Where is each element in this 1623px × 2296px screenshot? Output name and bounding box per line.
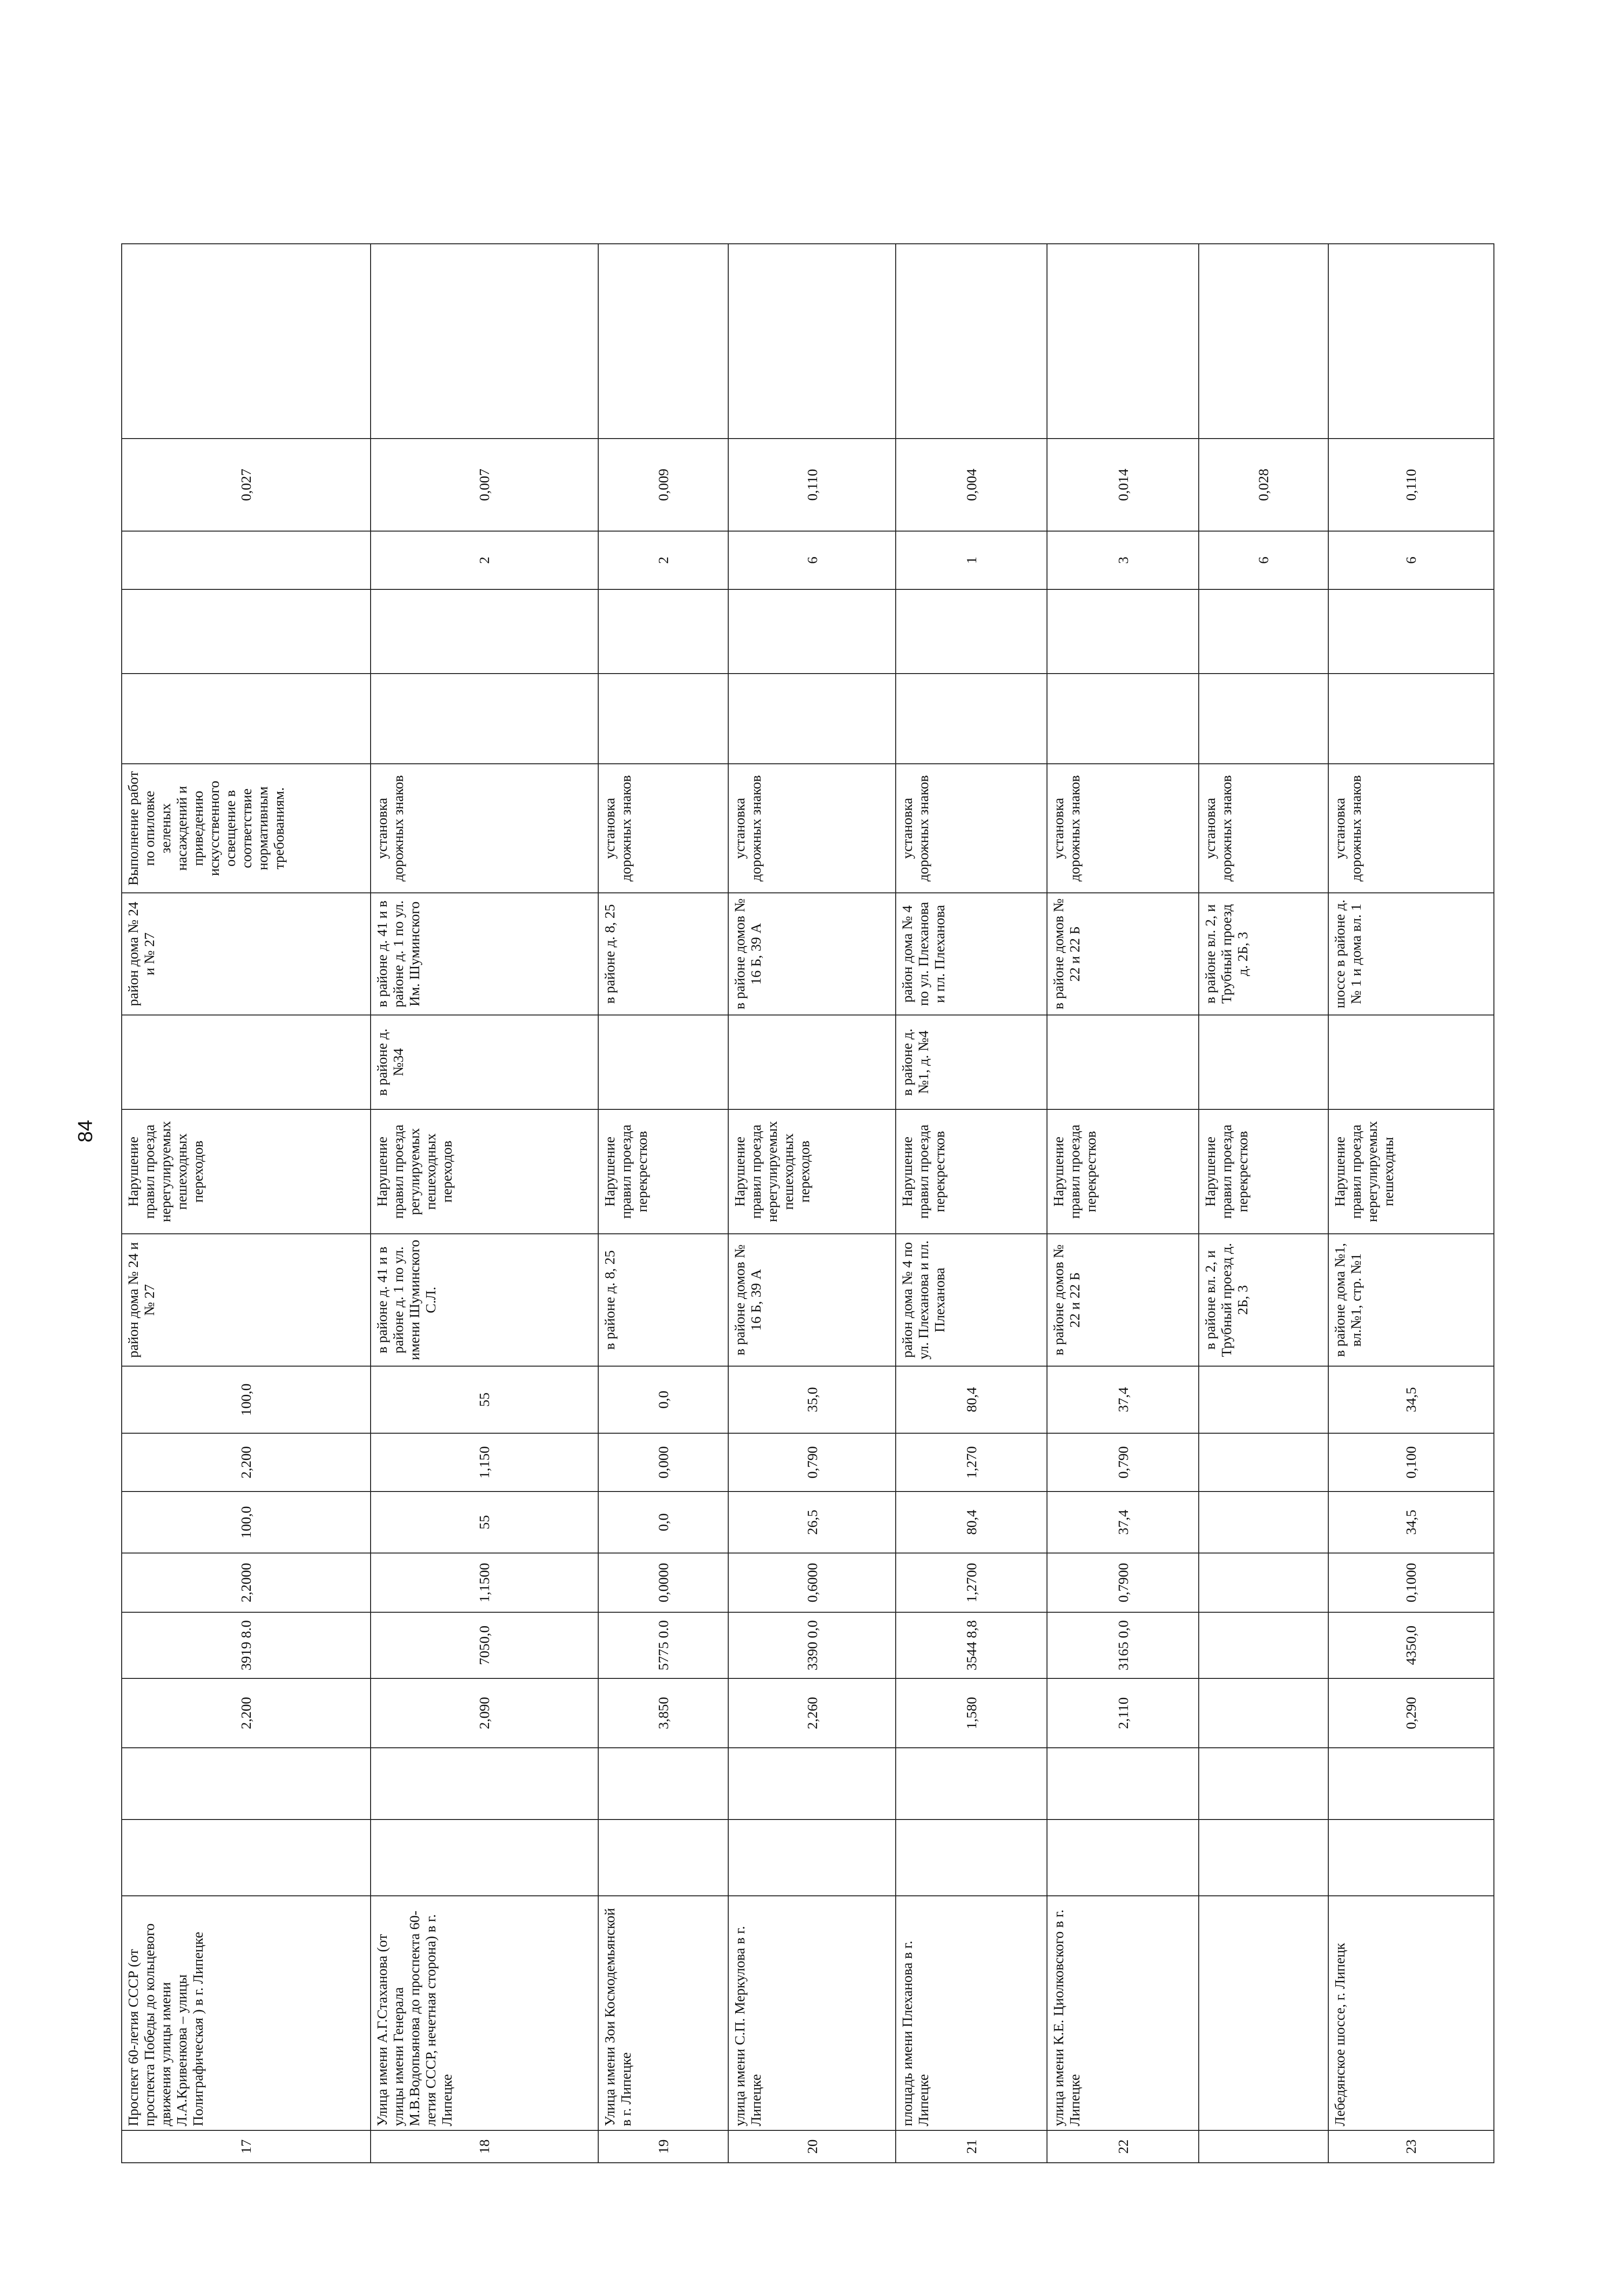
cell-q2 [122, 589, 371, 674]
cell-v5: 35,0 [728, 1366, 896, 1433]
cell-v5: 34,5 [1328, 1366, 1494, 1433]
cell-measure: установка дорожных знаков [728, 764, 896, 893]
cell-v3: 55 [371, 1491, 598, 1553]
cell-empty2 [1199, 1748, 1328, 1819]
table-row [728, 244, 896, 2163]
cell-q1 [728, 674, 896, 764]
cell-v3: 0,0 [598, 1491, 728, 1553]
table-row [122, 244, 371, 2163]
cell-name: улица имени К.Е. Циолковского в г. Липецке [1047, 1896, 1198, 2130]
cell-v1: 5775 0.0 [598, 1612, 728, 1678]
cell-v2: 2,2000 [122, 1553, 371, 1612]
cell-name: Улица имени А.Г.Стаханова (от улицы имени Генерала М.В.Водопьянова до проспекта 60-летия СССР, нечетная сторона) в г. Липецке [371, 1896, 598, 2130]
cell-q2 [1047, 589, 1198, 674]
cell-q1 [1047, 674, 1198, 764]
cell-loc2: в районе д. №1, д. №4 [896, 1015, 1047, 1109]
page-number: 84 [74, 1120, 97, 1143]
cell-name: Лебедянское шоссе, г. Липецк [1328, 1896, 1494, 2130]
cell-loc3: в районе вл. 2, и Трубный проезд д. 2Б, 3 [1199, 893, 1328, 1015]
cell-loc2 [1047, 1015, 1198, 1109]
cell-name: Проспект 60-летия СССР (от проспекта Победы до кольцевого движения улицы имени Л.А.Кривенкова – улицы Полиграфическая ) в г. Липецке [122, 1896, 371, 2130]
cell-q1 [598, 674, 728, 764]
cell-empty2 [371, 1748, 598, 1819]
cell-q1 [122, 674, 371, 764]
cell-violation: Нарушение правил проезда нерегулируемых пешеходных переходов [728, 1109, 896, 1234]
cell-v1: 3919 8.0 [122, 1612, 371, 1678]
cell-v1: 3390 0,0 [728, 1612, 896, 1678]
cell-loc1: в районе домов № 22 и 22 Б [1047, 1234, 1198, 1366]
cell-loc3: шоссе в районе д. № 1 и дома вл. 1 [1328, 893, 1494, 1015]
cell-violation: Нарушение правил проезда перекрестков [1199, 1109, 1328, 1234]
cell-loc2 [1328, 1015, 1494, 1109]
cell-loc2: в районе д. №34 [371, 1015, 598, 1109]
cell-q2 [896, 589, 1047, 674]
cell-violation: Нарушение правил проезда перекрестков [1047, 1109, 1198, 1234]
cell-no: 18 [371, 2130, 598, 2163]
cell-no: 19 [598, 2130, 728, 2163]
cell-empty1 [122, 1819, 371, 1896]
cell-empty1 [1328, 1819, 1494, 1896]
cell-v1: 3165 0,0 [1047, 1612, 1198, 1678]
cell-loc3: в районе домов № 22 и 22 Б [1047, 893, 1198, 1015]
cell-q2 [371, 589, 598, 674]
cell-index: 0,028 [1199, 439, 1328, 531]
cell-loc3: район дома № 24 и № 27 [122, 893, 371, 1015]
cell-measure: установка дорожных знаков [1199, 764, 1328, 893]
cell-q2 [728, 589, 896, 674]
cell-q2 [1199, 589, 1328, 674]
cell-v3: 26,5 [728, 1491, 896, 1553]
cell-q2 [598, 589, 728, 674]
cell-v4: 2,200 [122, 1433, 371, 1491]
cell-v3: 34,5 [1328, 1491, 1494, 1553]
cell-loc1: в районе домов № 16 Б, 39 А [728, 1234, 896, 1366]
cell-v2 [1199, 1553, 1328, 1612]
cell-length: 3,850 [598, 1678, 728, 1748]
cell-length: 0,290 [1328, 1678, 1494, 1748]
cell-length: 2,200 [122, 1678, 371, 1748]
cell-v2: 1,1500 [371, 1553, 598, 1612]
cell-q2 [1328, 589, 1494, 674]
cell-empty2 [1047, 1748, 1198, 1819]
cell-count: 2 [598, 531, 728, 589]
cell-loc1: район дома № 24 и № 27 [122, 1234, 371, 1366]
cell-last [1199, 244, 1328, 439]
cell-count: 6 [1199, 531, 1328, 589]
cell-q1 [1199, 674, 1328, 764]
cell-index: 0,009 [598, 439, 728, 531]
table-row [896, 244, 1047, 2163]
cell-empty1 [598, 1819, 728, 1896]
cell-measure: установка дорожных знаков [896, 764, 1047, 893]
cell-v5: 0,0 [598, 1366, 728, 1433]
cell-empty2 [896, 1748, 1047, 1819]
cell-index: 0,110 [728, 439, 896, 531]
cell-v4: 0,790 [728, 1433, 896, 1491]
cell-length: 2,110 [1047, 1678, 1198, 1748]
cell-empty2 [598, 1748, 728, 1819]
cell-v2: 0,7900 [1047, 1553, 1198, 1612]
cell-measure: установка дорожных знаков [598, 764, 728, 893]
cell-v4: 1,270 [896, 1433, 1047, 1491]
cell-loc1: в районе д. 8, 25 [598, 1234, 728, 1366]
cell-length: 1,580 [896, 1678, 1047, 1748]
cell-name: площадь имени Плеханова в г. Липецке [896, 1896, 1047, 2130]
cell-v3: 80,4 [896, 1491, 1047, 1553]
cell-violation: Нарушение правил проезда нерегулируемых пешеходных переходов [122, 1109, 371, 1234]
cell-last [371, 244, 598, 439]
cell-no [1199, 2130, 1328, 2163]
cell-measure: Выполнение работ по опиловке зеленых насаждений и приведению искусственного освещение в соответствие нормативным требованиям. [122, 764, 371, 893]
cell-name [1199, 1896, 1328, 2130]
table-row [1047, 244, 1198, 2163]
table-row [371, 244, 598, 2163]
cell-empty1 [896, 1819, 1047, 1896]
cell-v3 [1199, 1491, 1328, 1553]
cell-v3: 100,0 [122, 1491, 371, 1553]
cell-loc3: район дома № 4 по ул. Плеханова и пл. Плеханова [896, 893, 1047, 1015]
cell-v3: 37,4 [1047, 1491, 1198, 1553]
cell-empty2 [728, 1748, 896, 1819]
cell-loc1: в районе вл. 2, и Трубный проезд д. 2Б, 3 [1199, 1234, 1328, 1366]
table-rotator [121, 244, 1494, 2163]
cell-empty2 [1328, 1748, 1494, 1819]
cell-violation: Нарушение правил проезда перекрестков [598, 1109, 728, 1234]
cell-measure: установка дорожных знаков [1328, 764, 1494, 893]
cell-name: Улица имени Зои Космодемьянской в г. Липецке [598, 1896, 728, 2130]
cell-violation: Нарушение правил проезда перекрестков [896, 1109, 1047, 1234]
cell-no: 21 [896, 2130, 1047, 2163]
cell-v4: 0,790 [1047, 1433, 1198, 1491]
cell-loc3: в районе домов № 16 Б, 39 А [728, 893, 896, 1015]
cell-loc3: в районе д. 41 и в районе д. 1 по ул. Им. Шуминского [371, 893, 598, 1015]
cell-no: 20 [728, 2130, 896, 2163]
cell-no: 22 [1047, 2130, 1198, 2163]
cell-v4: 0,000 [598, 1433, 728, 1491]
table-row [598, 244, 728, 2163]
cell-index: 0,110 [1328, 439, 1494, 531]
cell-v4 [1199, 1433, 1328, 1491]
road-safety-table [121, 243, 1494, 2163]
cell-count: 6 [728, 531, 896, 589]
cell-last [728, 244, 896, 439]
cell-v5 [1199, 1366, 1328, 1433]
cell-last [1047, 244, 1198, 439]
cell-length: 2,090 [371, 1678, 598, 1748]
cell-count [122, 531, 371, 589]
cell-v1: 3544 8,8 [896, 1612, 1047, 1678]
cell-loc1: район дома № 4 по ул. Плеханова и пл. Плеханова [896, 1234, 1047, 1366]
cell-v2: 0,1000 [1328, 1553, 1494, 1612]
cell-empty1 [1199, 1819, 1328, 1896]
cell-violation: Нарушение правил проезда регулируемых пешеходных переходов [371, 1109, 598, 1234]
cell-q1 [896, 674, 1047, 764]
cell-last [122, 244, 371, 439]
cell-v4: 0,100 [1328, 1433, 1494, 1491]
cell-empty1 [728, 1819, 896, 1896]
cell-last [896, 244, 1047, 439]
cell-loc2 [122, 1015, 371, 1109]
cell-no: 17 [122, 2130, 371, 2163]
cell-v1 [1199, 1612, 1328, 1678]
cell-last [1328, 244, 1494, 439]
cell-index: 0,007 [371, 439, 598, 531]
cell-v5: 55 [371, 1366, 598, 1433]
cell-v5: 100,0 [122, 1366, 371, 1433]
cell-v2: 1,2700 [896, 1553, 1047, 1612]
rotated-table-wrapper [121, 244, 1494, 2163]
cell-length: 2,260 [728, 1678, 896, 1748]
cell-v2: 0,0000 [598, 1553, 728, 1612]
cell-count: 3 [1047, 531, 1198, 589]
cell-index: 0,014 [1047, 439, 1198, 531]
cell-q1 [371, 674, 598, 764]
cell-empty1 [1047, 1819, 1198, 1896]
cell-length [1199, 1678, 1328, 1748]
cell-loc2 [728, 1015, 896, 1109]
cell-loc2 [598, 1015, 728, 1109]
table-body [122, 244, 1494, 2163]
cell-empty1 [371, 1819, 598, 1896]
cell-loc1: в районе д. 41 и в районе д. 1 по ул. имени Шуминского С.Л. [371, 1234, 598, 1366]
cell-v1: 4350,0 [1328, 1612, 1494, 1678]
cell-loc3: в районе д. 8, 25 [598, 893, 728, 1015]
cell-v2: 0,6000 [728, 1553, 896, 1612]
cell-index: 0,027 [122, 439, 371, 531]
cell-count: 2 [371, 531, 598, 589]
cell-measure: установка дорожных знаков [371, 764, 598, 893]
cell-count: 1 [896, 531, 1047, 589]
cell-q1 [1328, 674, 1494, 764]
cell-no: 23 [1328, 2130, 1494, 2163]
table-row [1328, 244, 1494, 2163]
cell-v5: 37,4 [1047, 1366, 1198, 1433]
cell-v1: 7050,0 [371, 1612, 598, 1678]
table-row [1199, 244, 1328, 2163]
cell-v4: 1,150 [371, 1433, 598, 1491]
cell-loc2 [1199, 1015, 1328, 1109]
cell-name: улица имени С.П. Меркулова в г. Липецке [728, 1896, 896, 2130]
cell-index: 0,004 [896, 439, 1047, 531]
cell-v5: 80,4 [896, 1366, 1047, 1433]
cell-count: 6 [1328, 531, 1494, 589]
cell-last [598, 244, 728, 439]
cell-empty2 [122, 1748, 371, 1819]
cell-violation: Нарушение правил проезда нерегулируемых пешеходны [1328, 1109, 1494, 1234]
cell-loc1: в районе дома №1, вл.№1, стр. №1 [1328, 1234, 1494, 1366]
cell-measure: установка дорожных знаков [1047, 764, 1198, 893]
